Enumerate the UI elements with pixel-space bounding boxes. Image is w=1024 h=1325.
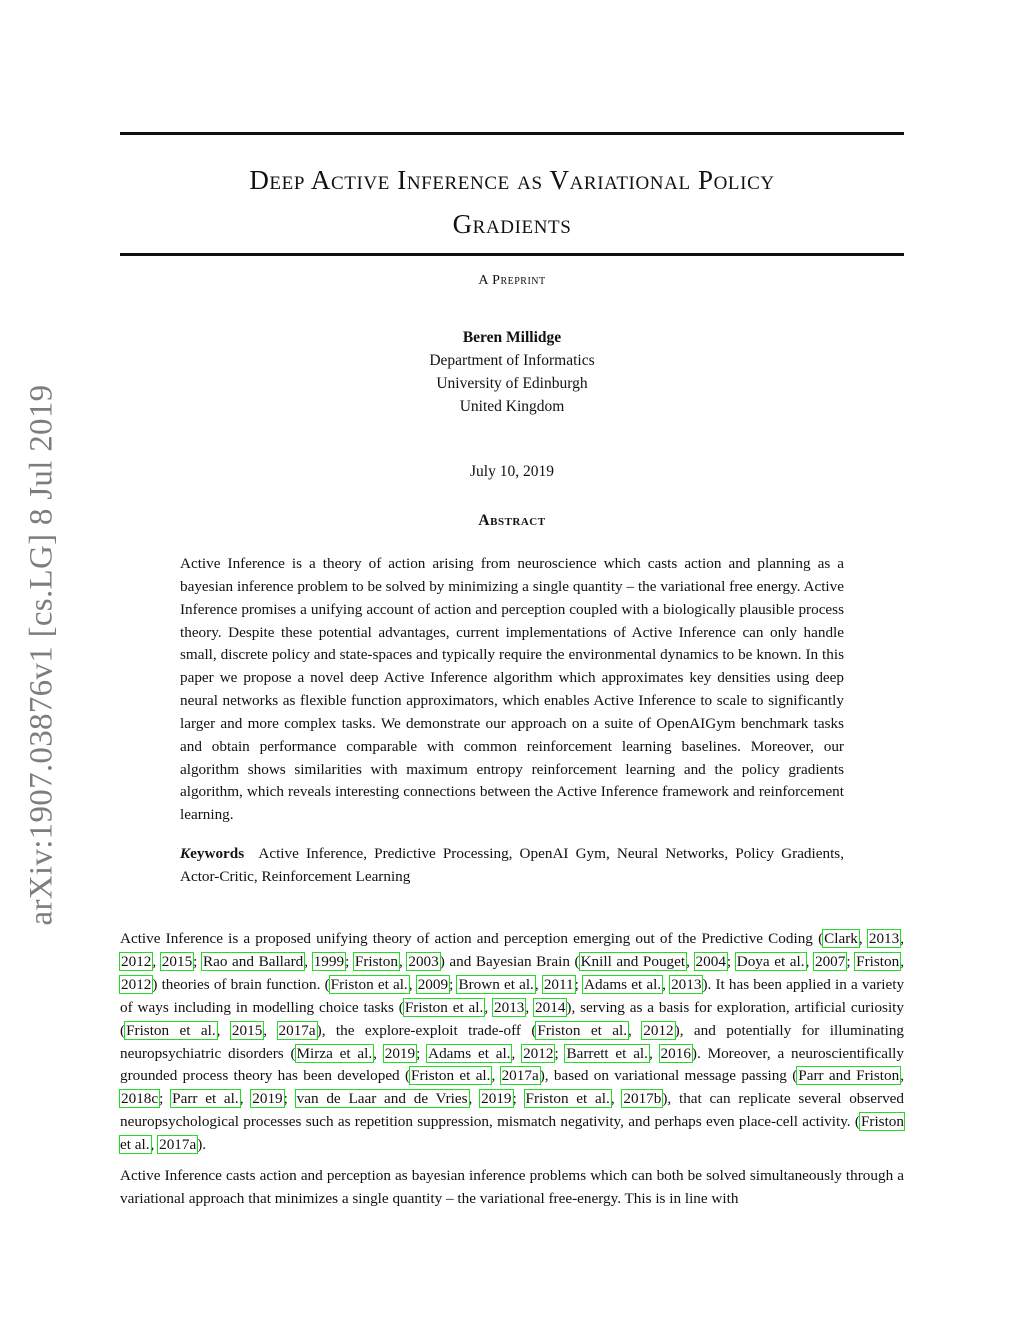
- body-text-segment: ,: [152, 952, 161, 970]
- body-text-segment: ), that can replicate several observed neuropsychological processes such as repetition suppression, mismatch negativity, and perhaps even place-cell activity. (: [120, 1090, 905, 1131]
- citation-link[interactable]: Brown et al.: [458, 975, 534, 993]
- citation-link[interactable]: 2014: [535, 998, 566, 1016]
- citation-link[interactable]: 2019: [252, 1090, 283, 1108]
- citation-link[interactable]: 2009: [417, 975, 449, 993]
- citation-link[interactable]: Friston et al.: [525, 1090, 610, 1108]
- body-text-segment: ,: [805, 952, 814, 970]
- citation-link[interactable]: 2007: [814, 952, 846, 970]
- citation-link[interactable]: 2016: [660, 1044, 691, 1062]
- paper-title: [120, 158, 904, 246]
- citation-link[interactable]: Doya et al.: [736, 952, 805, 970]
- body-text-segment: ) theories of brain function. (: [152, 975, 330, 993]
- citation-link[interactable]: Parr et al.: [172, 1090, 239, 1108]
- citation-link[interactable]: 2012: [121, 975, 152, 993]
- body-text-segment: ,: [408, 975, 417, 993]
- citation-link[interactable]: Friston et al.: [330, 975, 408, 993]
- author-country: United Kingdom: [459, 398, 565, 415]
- body-text-segment: ,: [239, 1090, 252, 1108]
- body-text-segment: ), serving as a basis for exploration, artificial curiosity (: [120, 998, 904, 1039]
- body-text-segment: ), and potentially for illuminating neuropsychiatric disorders (: [120, 1021, 905, 1062]
- citation-link[interactable]: 2011: [543, 975, 574, 993]
- citation-link[interactable]: 2015: [231, 1021, 263, 1039]
- keywords-label-rest: eywords: [190, 845, 245, 862]
- body-text-segment: ;: [846, 952, 856, 970]
- body-text-segment: ,: [648, 1044, 660, 1062]
- keywords-label-initial: K: [180, 845, 191, 862]
- author-block: [120, 326, 904, 418]
- citation-link[interactable]: Adams et al.: [428, 1044, 511, 1062]
- body-text-segment: ;: [574, 975, 584, 993]
- body-text-segment: ;: [726, 952, 736, 970]
- body-text-segment: ,: [468, 1090, 481, 1108]
- author-name: Beren Millidge: [462, 329, 562, 346]
- body-text-segment: Active Inference is a proposed unifying theory of action and perception emerging out of the Predictive Coding (: [120, 930, 824, 947]
- body-text-segment: ,: [216, 1021, 231, 1039]
- citation-link[interactable]: Parr and Friston: [798, 1067, 900, 1085]
- keywords: [180, 842, 844, 888]
- citation-link[interactable]: Friston et al.: [404, 998, 484, 1016]
- body-text-segment: ;: [554, 1044, 566, 1062]
- paper-title-line-1: Deep Active Inference as Variational Policy: [249, 165, 775, 195]
- title-rule-top: [120, 132, 904, 135]
- citation-link[interactable]: 2013: [494, 998, 525, 1016]
- body-text-segment: ,: [511, 1044, 523, 1062]
- body-text-segment: ;: [416, 1044, 428, 1062]
- body-text-segment: ,: [900, 930, 905, 947]
- paper-date: July 10, 2019: [470, 463, 554, 480]
- citation-link[interactable]: Friston et al.: [120, 1113, 904, 1154]
- body-text-segment: ;: [159, 1090, 172, 1108]
- arxiv-identifier-text: arXiv:1907.03876v1 [cs.LG] 8 Jul 2019: [23, 384, 60, 926]
- citation-link[interactable]: Friston et al.: [411, 1067, 491, 1085]
- body-text-segment: ). Moreover, a neuroscientifically grounded process theory has been developed (: [120, 1044, 904, 1085]
- body-text-segment: ,: [398, 952, 408, 970]
- citation-link[interactable]: Mirza et al.: [296, 1044, 373, 1062]
- citation-link[interactable]: 2017a: [278, 1021, 316, 1039]
- citation-link[interactable]: 2012: [121, 952, 152, 970]
- citation-link[interactable]: 2013: [868, 930, 900, 947]
- citation-link[interactable]: Adams et al.: [584, 975, 662, 993]
- body-text-segment: ,: [900, 952, 905, 970]
- body-text-segment: ). It has been applied in a variety of ways including in modelling choice tasks (: [120, 975, 905, 1016]
- citation-link[interactable]: 2013: [671, 975, 702, 993]
- citation-link[interactable]: 1999: [313, 952, 345, 970]
- body-text-segment: ), based on variational message passing (: [539, 1067, 798, 1085]
- body-text-segment: ,: [525, 998, 535, 1016]
- title-rule-bottom: [120, 253, 904, 256]
- body-text-segment: ,: [858, 930, 868, 947]
- body-text-segment: ,: [900, 1067, 904, 1085]
- citation-link[interactable]: 2012: [643, 1021, 674, 1039]
- citation-link[interactable]: Knill and Pouget: [580, 952, 686, 970]
- citation-link[interactable]: 2017a: [159, 1136, 197, 1154]
- body-text-segment: ,: [491, 1067, 501, 1085]
- abstract-text: Active Inference is a theory of action arising from neuroscience which casts action and planning as a bayesian inference problem to be solved by minimizing a single quantity – the variational free energy. Active Inference promises a unifying account of action and perception coupled with a biologically plausible process theory. Despite these potential advantages, current implementations of Active Inference can only handle small, discrete policy and state-spaces and typically require the environmental dynamics to be known. In this paper we propose a novel deep Active Inference algorithm which approximates key densities using deep neural networks as flexible function approximators, which enables Active Inference to scale to significantly larger and more complex tasks. We demonstrate our approach on a suite of OpenAIGym benchmark tasks and obtain performance comparable with common reinforcement learning baselines. Moreover, our algorithm shows similarities with maximum entropy reinforcement learning and the policy gradients algorithm, which reveals interesting connections between the Active Inference framework and reinforcement learning.: [180, 555, 844, 824]
- body-text-segment: ;: [512, 1090, 525, 1108]
- citation-link[interactable]: 2019: [481, 1090, 512, 1108]
- body-text-segment: ) and Bayesian Brain (: [439, 952, 580, 970]
- body-text-segment: ,: [150, 1136, 159, 1154]
- citation-link[interactable]: Rao and Ballard: [202, 952, 304, 970]
- keywords-label: [180, 845, 244, 862]
- citation-link[interactable]: Friston et al.: [537, 1021, 628, 1039]
- citation-link[interactable]: 2012: [523, 1044, 554, 1062]
- body-paragraph-1: [120, 928, 904, 1157]
- body-text-segment: ,: [610, 1090, 623, 1108]
- citation-link[interactable]: 2004: [695, 952, 726, 970]
- citation-link[interactable]: Friston: [856, 952, 900, 970]
- body-text-segment: ,: [263, 1021, 278, 1039]
- citation-link[interactable]: 2018c: [121, 1090, 159, 1108]
- citation-link[interactable]: 2019: [384, 1044, 416, 1062]
- abstract-heading: Abstract: [478, 512, 546, 529]
- body-text-segment: ,: [484, 998, 493, 1016]
- citation-link[interactable]: Friston: [354, 952, 398, 970]
- citation-link[interactable]: 2015: [161, 952, 193, 970]
- citation-link[interactable]: 2003: [408, 952, 439, 970]
- body-text-segment: ;: [345, 952, 354, 970]
- citation-link[interactable]: 2017b: [623, 1090, 662, 1108]
- citation-link[interactable]: van de Laar and de Vries: [296, 1090, 468, 1108]
- body-text-segment: ,: [628, 1021, 643, 1039]
- paper-title-line-2: Gradients: [452, 209, 572, 239]
- body-text-segment: ;: [193, 952, 202, 970]
- body-text-segment: ;: [283, 1090, 296, 1108]
- body-text-segment: ,: [304, 952, 313, 970]
- citation-link[interactable]: Barrett et al.: [566, 1044, 648, 1062]
- body-text-segment: ,: [686, 952, 695, 970]
- preprint-label: A Preprint: [478, 273, 546, 288]
- body-text-segment: ,: [534, 975, 543, 993]
- author-department: Department of Informatics: [429, 352, 595, 369]
- keywords-text: Active Inference, Predictive Processing, OpenAI Gym, Neural Networks, Policy Gradients, Actor-Critic, Reinforcement Learning: [180, 845, 845, 885]
- author-university: University of Edinburgh: [436, 375, 588, 392]
- body-text-segment: ), the explore-exploit trade-off (: [316, 1021, 537, 1039]
- citation-link[interactable]: 2017a: [501, 1067, 539, 1085]
- body-paragraph-2: Active Inference casts action and perception as bayesian inference problems which can both be solved simultaneously through a variational approach that minimizes a single quantity – the variational free-energy. This is in line with: [120, 1167, 904, 1207]
- body-text-segment: ,: [662, 975, 671, 993]
- citation-link[interactable]: Clark: [824, 930, 858, 947]
- body-text-segment: ,: [373, 1044, 384, 1062]
- body-text-segment: ;: [449, 975, 458, 993]
- body-text-segment: ).: [197, 1136, 207, 1154]
- citation-link[interactable]: Friston et al.: [126, 1021, 216, 1039]
